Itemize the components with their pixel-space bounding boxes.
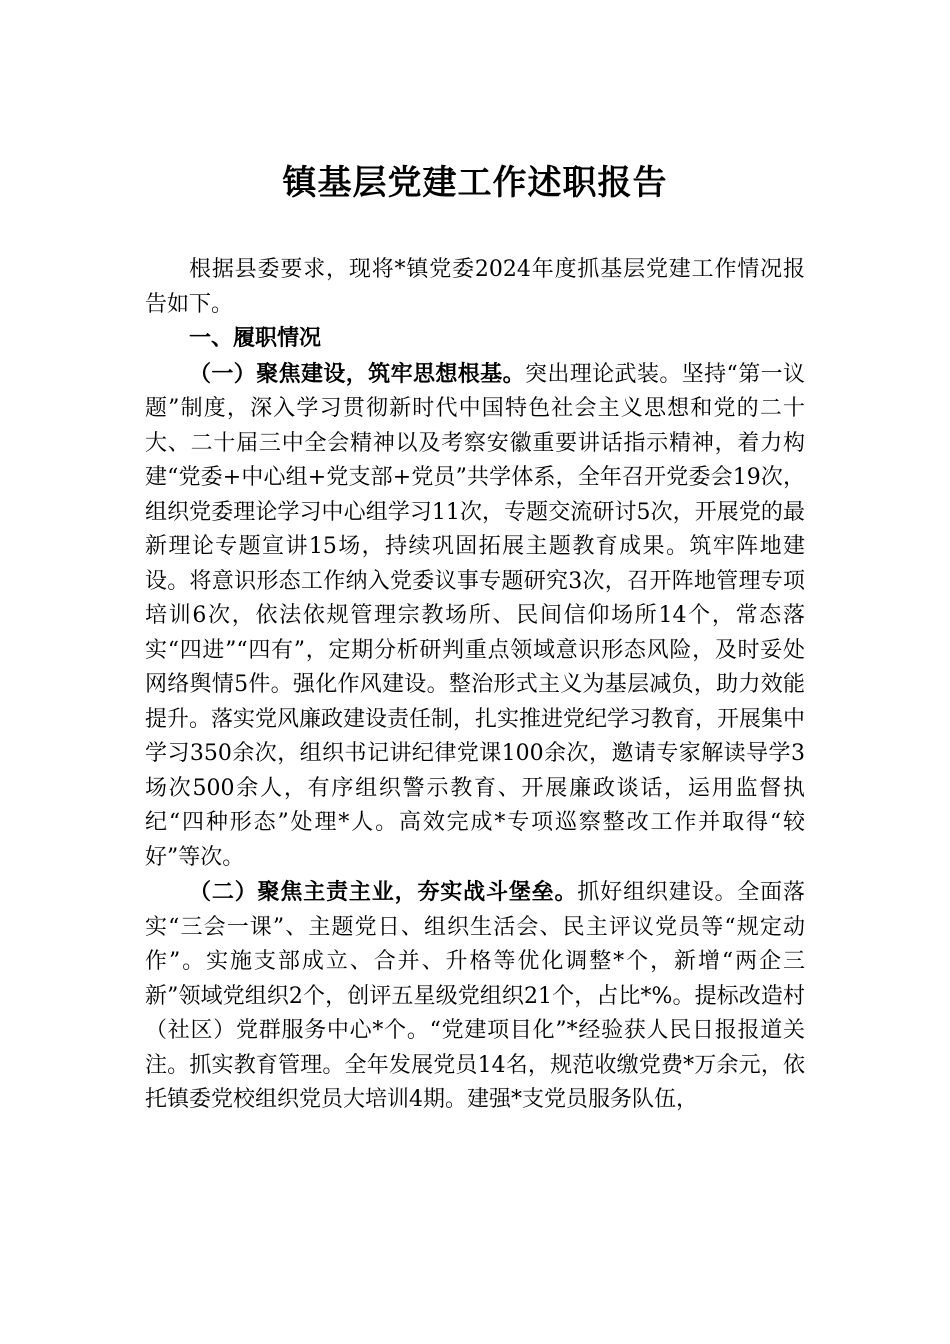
paragraph-1-lead: （一）聚焦建设，筑牢思想根基。 xyxy=(189,360,525,387)
paragraph-2-body: 抓好组织建设。全面落实“三会一课”、主题党日、组织生活会、民主评议党员等“规定动作”。实施支部成立、合并、升格等优化调整*个，新增“两企三新”领域党组织2个，创评五星级党组织21个，占比*%。提标改造村（社区）党群服务中心*个。“党建项目化”*经验获人民日报报道关注。抓实教育管理。全年发展党员14名，规范收缴党费*万余元，依托镇委党校组织党员大培训4期。建强*支党员服务队伍， xyxy=(145,880,805,1112)
paragraph-2 xyxy=(145,875,805,1118)
section-heading-1: 一、履职情况 xyxy=(189,326,322,351)
intro-paragraph: 根据县委要求，现将*镇党委2024年度抓基层党建工作情况报告如下。 xyxy=(145,257,805,317)
document-title: 镇基层党建工作述职报告 xyxy=(282,163,668,203)
paragraph-1 xyxy=(145,357,805,876)
paragraph-1-body: 突出理论武装。坚持“第一议题”制度，深入学习贯彻新时代中国特色社会主义思想和党的二十大、二十届三中全会精神以及考察安徽重要讲话指示精神，着力构建“党委+中心组+党支部+党员”共学体系，全年召开党委会19次，组织党委理论学习中心组学习11次，专题交流研讨5次，开展党的最新理论专题宣讲15场，持续巩固拓展主题教育成果。筑牢阵地建设。将意识形态工作纳入党委议事专题研究3次，召开阵地管理专项培训6次，依法依规管理宗教场所、民间信仰场所14个，常态落实“四进”“四有”，定期分析研判重点领域意识形态风险，及时妥处网络舆情5件。强化作风建设。整治形式主义为基层减负，助力效能提升。落实党风廉政建设责任制，扎实推进党纪学习教育，开展集中学习350余次，组织书记讲纪律党课100余次，邀请专家解读导学3场次500余人，有序组织警示教育、开展廉政谈话，运用监督执纪“四种形态”处理*人。高效完成*专项巡察整改工作并取得“较好”等次。 xyxy=(145,361,806,870)
paragraph-2-lead: （二）聚焦主责主业，夯实战斗堡垒。 xyxy=(189,879,578,905)
document-body xyxy=(145,253,805,1118)
